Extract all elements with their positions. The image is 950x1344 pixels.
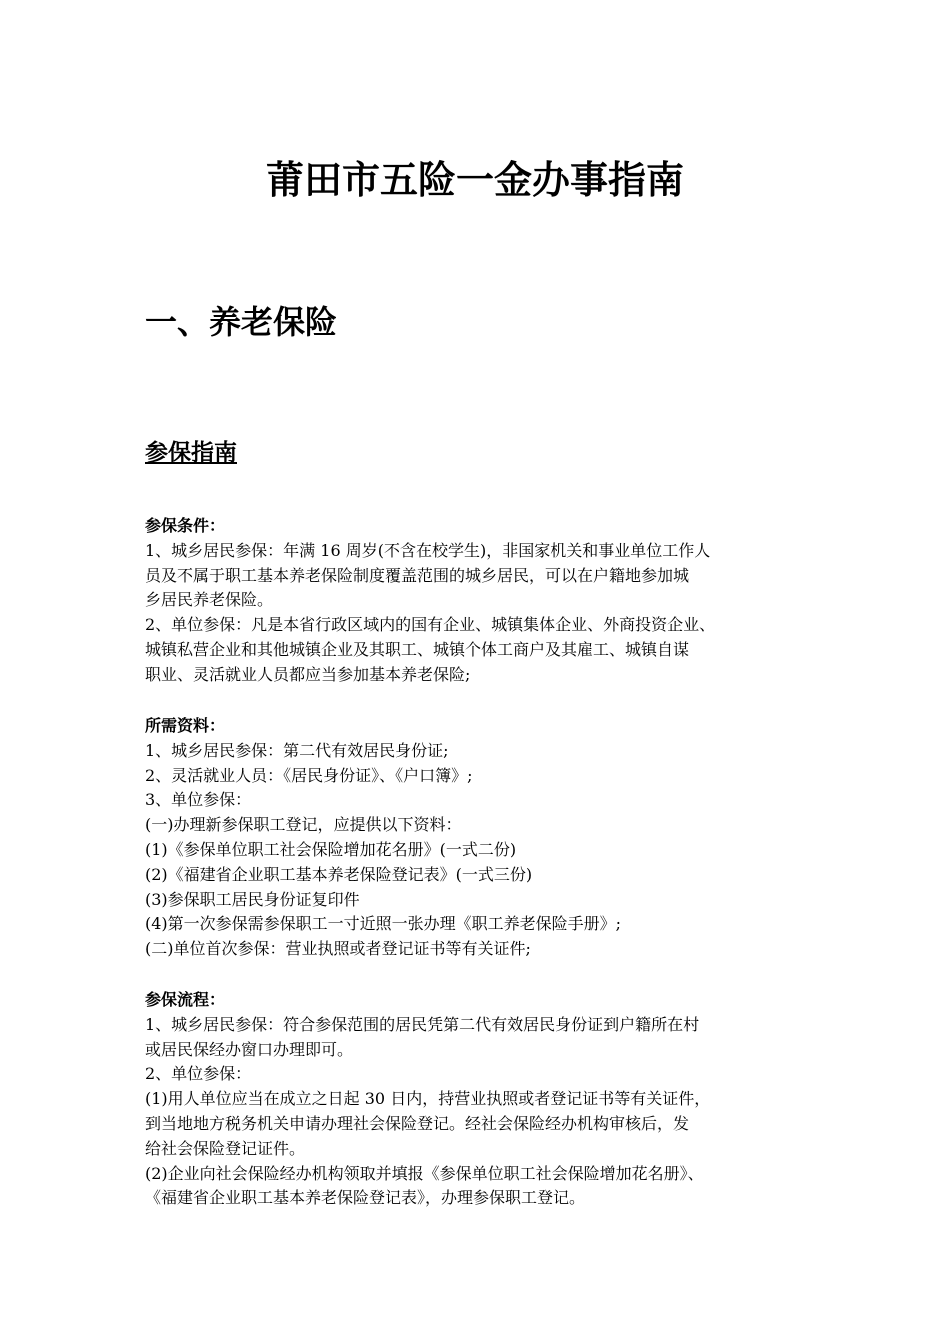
process-block <box>145 988 825 1211</box>
materials-line: (2)《福建省企业职工基本养老保险登记表》(一式三份) <box>145 864 533 884</box>
process-line: 到当地地方税务机关申请办理社会保险登记。经社会保险经办机构审核后，发 <box>145 1113 690 1133</box>
conditions-line: 1、城乡居民参保：年满 16 周岁(不含在校学生)，非国家机关和事业单位工作人 <box>145 540 711 560</box>
conditions-label: 参保条件： <box>145 516 226 535</box>
process-line: 1、城乡居民参保：符合参保范围的居民凭第二代有效居民身份证到户籍所在村 <box>145 1014 700 1034</box>
process-line: 《福建省企业职工基本养老保险登记表》，办理参保职工登记。 <box>145 1188 586 1208</box>
conditions-line: 城镇私营企业和其他城镇企业及其职工、城镇个体工商户及其雇工、城镇自谋 <box>145 639 690 659</box>
conditions-line: 职业、灵活就业人员都应当参加基本养老保险; <box>145 664 471 684</box>
process-line: (1)用人单位应当在成立之日起 30 日内，持营业执照或者登记证书等有关证件， <box>145 1089 711 1109</box>
process-line: (2)企业向社会保险经办机构领取并填报《参保单位职工社会保险增加花名册》、 <box>145 1163 704 1183</box>
document-title: 莆田市五险一金办事指南 <box>265 158 684 202</box>
materials-line: (1)《参保单位职工社会保险增加花名册》(一式二份) <box>145 839 517 859</box>
materials-line: (二)单位首次参保：营业执照或者登记证书等有关证件; <box>145 939 531 959</box>
materials-line: (3)参保职工居民身份证复印件 <box>145 889 360 909</box>
materials-line: 1、城乡居民参保：第二代有效居民身份证; <box>145 740 449 760</box>
conditions-block <box>145 514 825 688</box>
process-line: 2、单位参保： <box>145 1064 252 1084</box>
conditions-line: 乡居民养老保险。 <box>145 590 274 610</box>
materials-label: 所需资料： <box>145 716 226 735</box>
section-heading: 一、养老保险 <box>145 303 338 341</box>
conditions-line: 员及不属于职工基本养老保险制度覆盖范围的城乡居民，可以在户籍地参加城 <box>145 565 690 585</box>
materials-line: (4)第一次参保需参保职工一寸近照一张办理《职工养老保险手册》; <box>145 914 622 934</box>
process-line: 给社会保险登记证件。 <box>145 1138 306 1158</box>
materials-line: (一)办理新参保职工登记，应提供以下资料： <box>145 815 462 835</box>
materials-line: 3、单位参保： <box>145 790 252 810</box>
process-line: 或居民保经办窗口办理即可。 <box>145 1039 354 1059</box>
materials-block <box>145 714 825 962</box>
conditions-line: 2、单位参保：凡是本省行政区域内的国有企业、城镇集体企业、外商投资企业、 <box>145 615 716 635</box>
subsection-heading: 参保指南 <box>145 440 237 466</box>
process-label: 参保流程： <box>145 990 226 1009</box>
materials-line: 2、灵活就业人员：《居民身份证》、《户口簿》; <box>145 765 473 785</box>
